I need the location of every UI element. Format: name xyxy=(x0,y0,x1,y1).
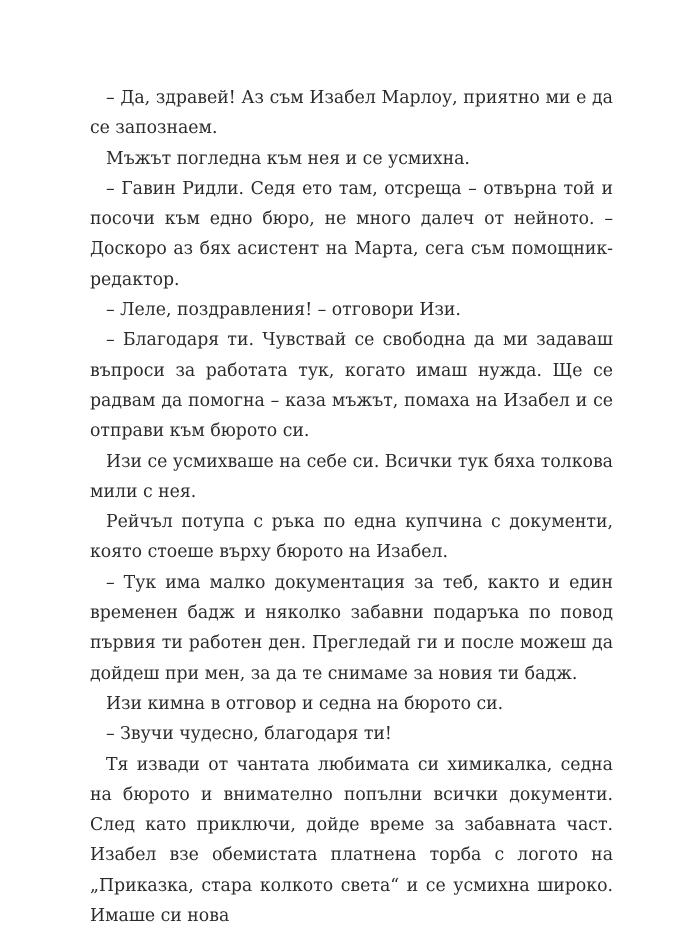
paragraph: – Леле, поздравления! – отговори Изи. xyxy=(106,300,461,321)
book-page-text xyxy=(90,83,613,931)
paragraph: Изи се усмихваше на себе си. Всички тук бяха толкова мили с нея. xyxy=(90,451,613,502)
paragraph: – Звучи чудесно, благодаря ти! xyxy=(106,724,392,745)
paragraph: – Тук има малко документация за теб, както и един временен бадж и няколко забавни подаръка по повод първия ти работен ден. Прегледай ги и после можеш да дойдеш при мен, за да те снимаме за новия ти бадж. xyxy=(90,572,613,684)
paragraph: – Гавин Ридли. Седя ето там, отсреща – отвърна той и посочи към едно бюро, не много далеч от нейното. – Доскоро аз бях асистент на Марта, сега съм помощник-редактор. xyxy=(90,178,613,290)
paragraph: Тя извади от чантата любимата си химикалка, седна на бюрото и внимателно попълни всички документи. След като приключи, дойде време за забавната част. Изабел взе обемистата платнена торба с логото на „Приказка, стара колкото света“ и се усмихна широко. Имаше си нова xyxy=(90,754,613,927)
paragraph: – Благодаря ти. Чувствай се свободна да ми задаваш въпроси за работата тук, когато имаш нужда. Ще се радвам да помогна – каза мъжът, помаха на Изабел и се отправи към бюрото си. xyxy=(90,330,613,442)
paragraph: Мъжът погледна към нея и се усмихна. xyxy=(106,148,470,169)
paragraph: – Да, здравей! Аз съм Изабел Марлоу, приятно ми е да се запознаем. xyxy=(90,88,613,139)
paragraph: Рейчъл потупа с ръка по една купчина с документи, която стоеше върху бюрото на Изабел. xyxy=(90,512,613,563)
paragraph: Изи кимна в отговор и седна на бюрото си. xyxy=(106,693,504,714)
